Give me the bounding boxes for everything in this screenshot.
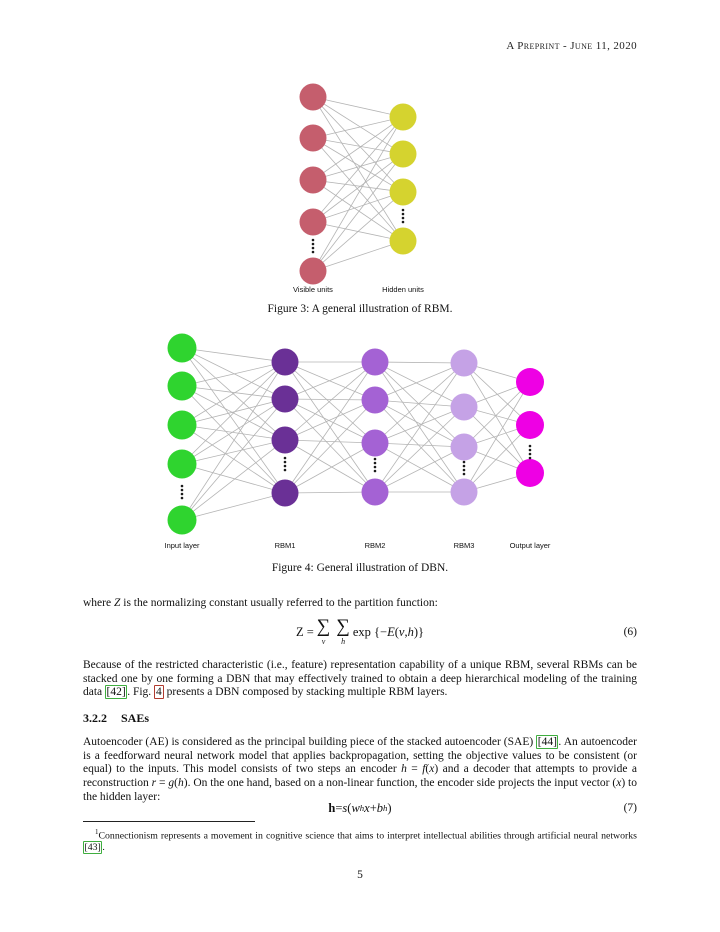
figure3-caption: Figure 3: A general illustration of RBM. <box>267 303 453 315</box>
layer-label: RBM1 <box>274 541 296 550</box>
page-number: 5 <box>357 869 363 881</box>
paragraph-autoencoder: Autoencoder (AE) is considered as the principal building piece of the stacked autoencoder (SAE) [44] . An autoencoder is a feedforward neural network model that applies backpropagation, setting the objective values to be consistent (or equal) to the inputs. This model consists of two steps an encoder h = f(x) and a decoder that attempts to provide a reconstruction r = g(h). On the one hand, based on a non-linear function, the encoder side projects the input vector (x) to the hidden layer: <box>83 736 637 803</box>
equation-6 <box>83 611 637 653</box>
paragraph-dbn: Because of the restricted characteristic (i.e., feature) representation capability of a unique RBM, several RBMs can be stacked one by one forming a DBN that may effectively trained to obtain a deep hierarchical modeling of the training data [42] . Fig. 4 presents a DBN composed by stacking multiple RBM layers. <box>83 659 637 699</box>
figure-reference-link[interactable]: 4 <box>156 686 162 699</box>
layer-label: Visible units <box>293 285 333 294</box>
preprint-header: A Preprint - June 11, 2020 <box>506 40 637 52</box>
layer-label: RBM2 <box>364 541 386 550</box>
paragraph-partition-function: where Z is the normalizing constant usually referred to the partition function: <box>83 597 438 609</box>
layer-label: Input layer <box>164 541 200 550</box>
figure4-caption: Figure 4: General illustration of DBN. <box>271 562 449 574</box>
layer-label: Output layer <box>509 541 551 550</box>
section-heading-saes <box>83 711 149 726</box>
section-number: 3.2.2 <box>83 711 107 725</box>
dbn-diagram <box>164 334 550 551</box>
layer-label: RBM3 <box>453 541 475 550</box>
equation-7-body: h = s ( w h x + b h ) <box>328 800 392 815</box>
rbm-diagram <box>293 84 424 295</box>
section-title: SAEs <box>121 711 150 725</box>
footnote-connectionism: $^1$Connectionism represents a movement in cognitive science that aims to interpret intellectual abilities through artificial neural networks [43] . <box>84 828 637 854</box>
equation-6-number: (6) <box>623 626 637 638</box>
citation-link[interactable]: [43] <box>84 842 101 854</box>
layer-label: Hidden units <box>382 285 424 294</box>
equation-7-number: (7) <box>623 802 637 814</box>
equation-6-body: Z = ∑ v ∑ h exp {− E ( v , h )} <box>295 616 425 646</box>
citation-link[interactable]: [42] <box>106 686 126 699</box>
citation-link[interactable]: [44] <box>537 736 557 748</box>
equation-7 <box>83 797 637 819</box>
footnote-rule <box>83 821 255 822</box>
